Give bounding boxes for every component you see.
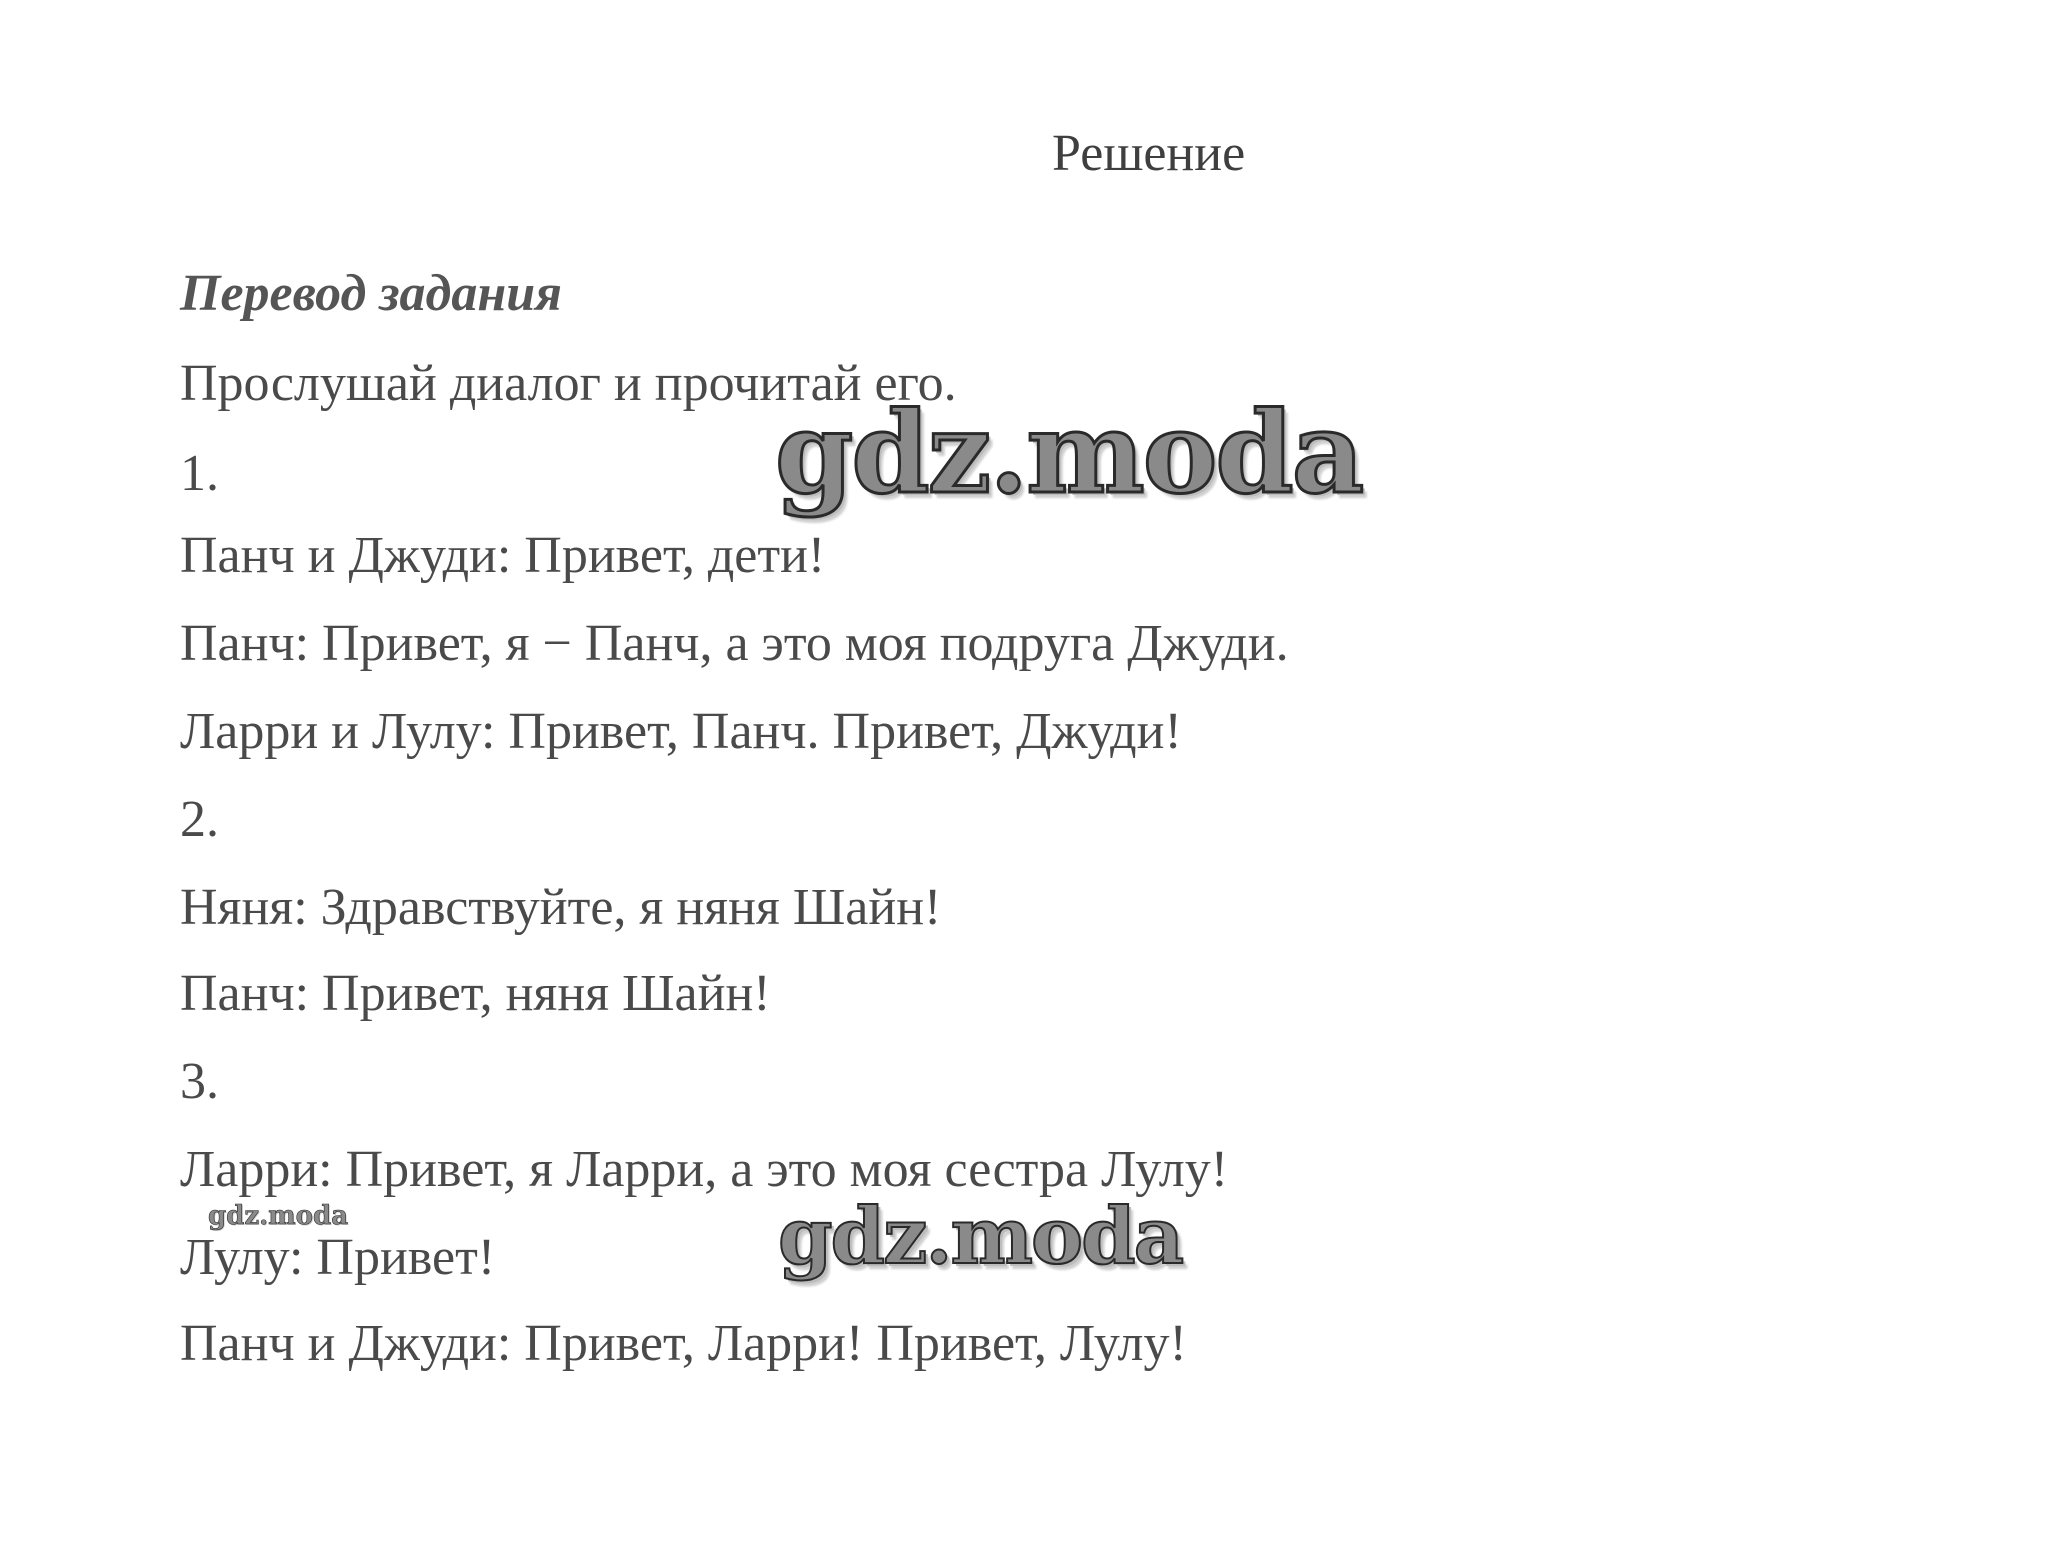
- watermark-logo: gdz.moda: [775, 388, 1363, 519]
- dialogue-line: Ларри: Привет, я Ларри, а это моя сестра Лулу!: [180, 1141, 1229, 1198]
- task-translation-heading: Перевод задания: [180, 265, 562, 322]
- section-number-3: 3.: [180, 1053, 219, 1110]
- section-number-2: 2.: [180, 791, 219, 848]
- dialogue-line: Панч и Джуди: Привет, дети!: [180, 527, 826, 584]
- dialogue-line: Панч: Привет, няня Шайн!: [180, 965, 771, 1022]
- dialogue-line: Панч: Привет, я − Панч, а это моя подруга Джуди.: [180, 615, 1289, 672]
- watermark-logo: gdz.moda: [778, 1191, 1183, 1282]
- instruction-text: Прослушай диалог и прочитай его.: [180, 355, 957, 412]
- section-number-1: 1.: [180, 445, 219, 502]
- dialogue-line: Ларри и Лулу: Привет, Панч. Привет, Джуди!: [180, 703, 1182, 760]
- dialogue-line: Панч и Джуди: Привет, Ларри! Привет, Лулу!: [180, 1315, 1187, 1372]
- watermark-logo: gdz.moda: [208, 1201, 349, 1231]
- dialogue-line: Няня: Здравствуйте, я няня Шайн!: [180, 879, 942, 936]
- page-title: Решение: [1052, 125, 1246, 182]
- dialogue-line: Лулу: Привет!: [180, 1229, 496, 1286]
